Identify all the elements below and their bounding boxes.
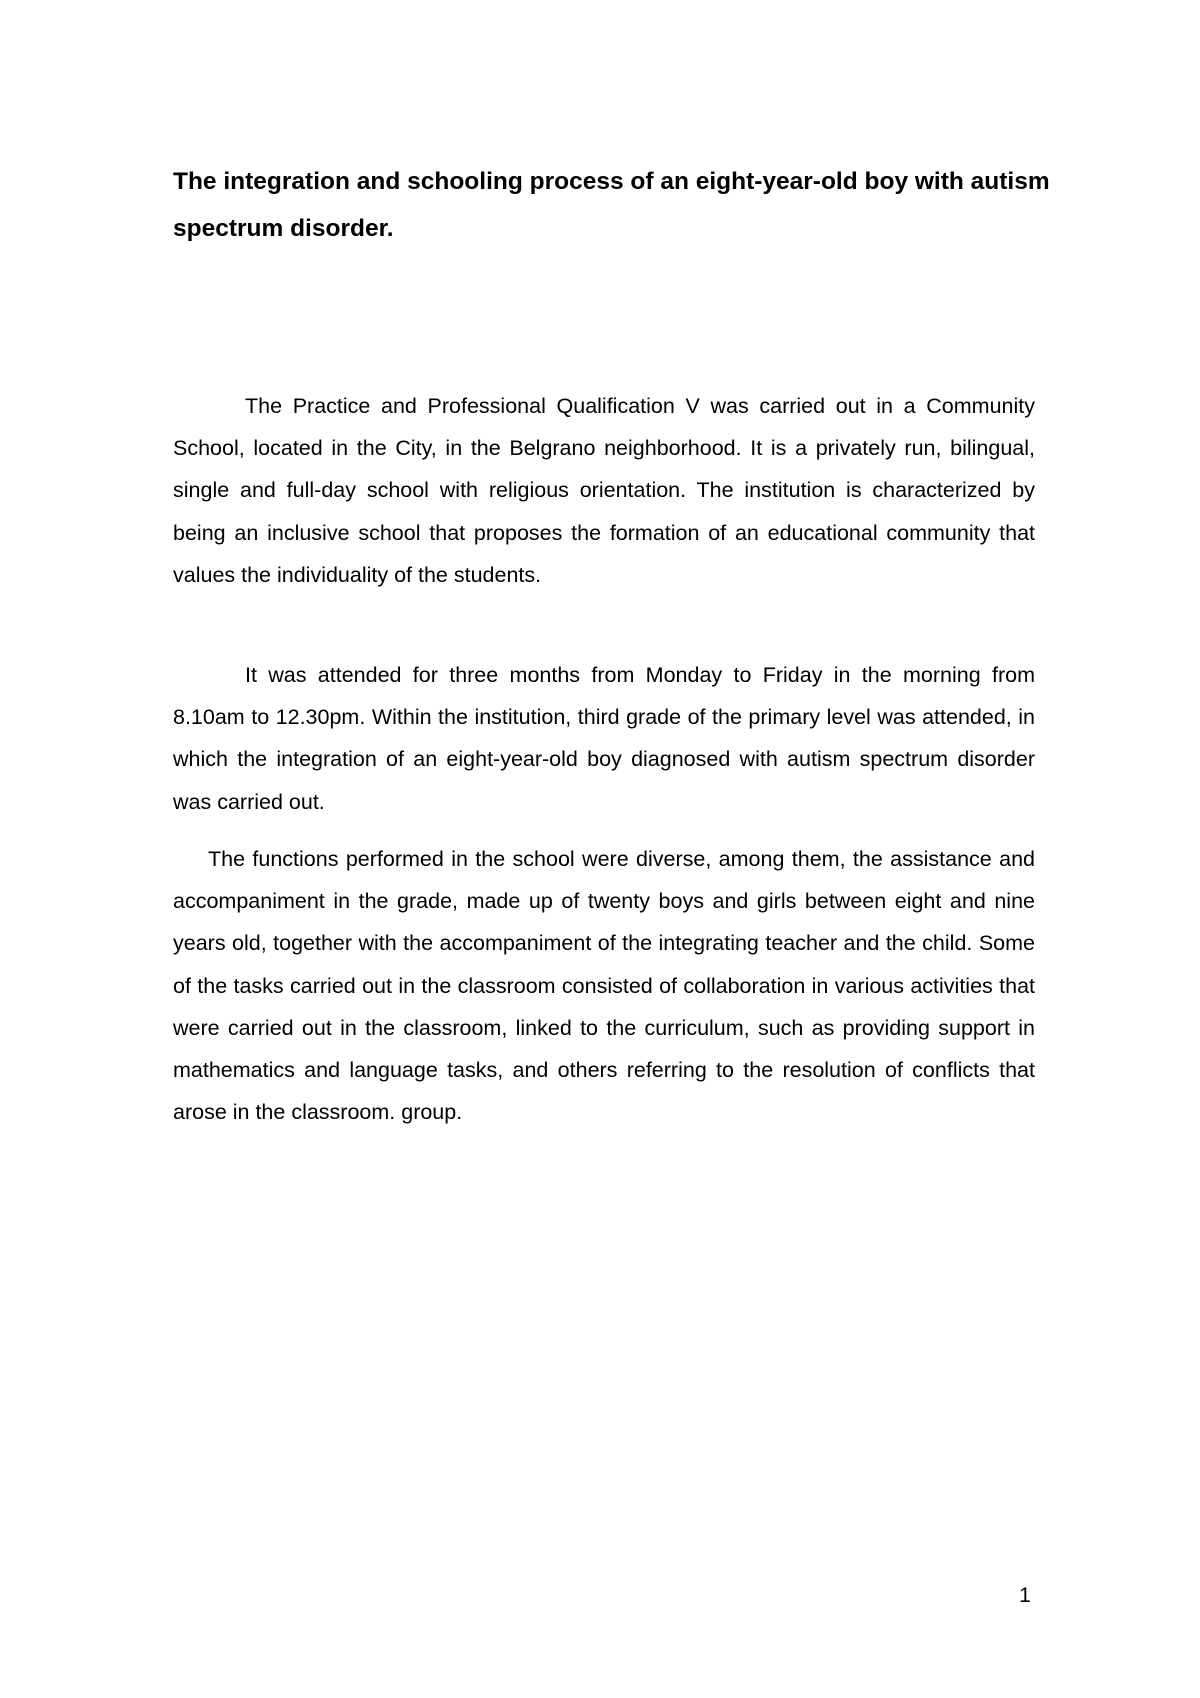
paragraph-attendance-schedule: It was attended for three months from Monday to Friday in the morning from 8.10am to 12.30pm. Within the institution, third grade of the primary level was attended, in which the integration of an eight-year-old boy diagnosed with autism spectrum disorder was carried out. — [173, 663, 1035, 814]
paragraph-practice-location: The Practice and Professional Qualification V was carried out in a Community School, located in the City, in the Belgrano neighborhood. It is a privately run, bilingual, single and full-day school with religious orientation. The institution is characterized by being an inclusive school that proposes the formation of an educational community that values the individuality of the students. — [173, 394, 1035, 587]
paragraph-functions-performed: The functions performed in the school were diverse, among them, the assistance and accompaniment in the grade, made up of twenty boys and girls between eight and nine years old, together with the accompaniment of the integrating teacher and the child. Some of the tasks carried out in the classroom consisted of collaboration in various activities that were carried out in the classroom, linked to the curriculum, such as providing support in mathematics and language tasks, and others referring to the resolution of conflicts that arose in the classroom. group. — [173, 847, 1035, 1125]
page-number: 1 — [1019, 1584, 1031, 1607]
document-title: The integration and schooling process of an eight-year-old boy with autism spectrum disorder. — [173, 168, 1050, 242]
